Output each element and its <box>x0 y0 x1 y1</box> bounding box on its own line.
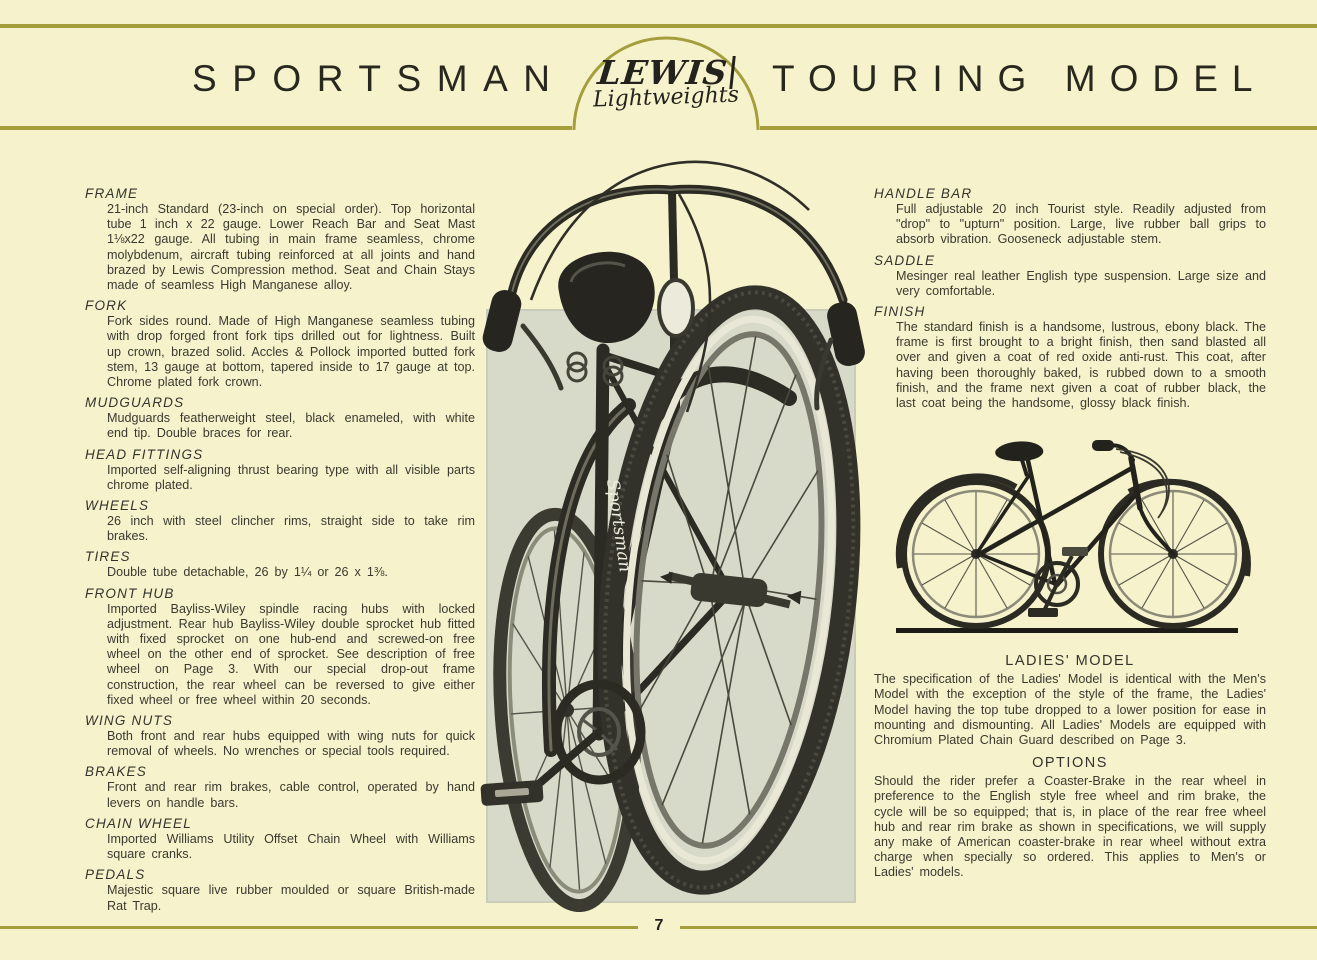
spec-heading: HANDLE BAR <box>874 186 973 201</box>
spec-body: Both front and rear hubs equipped with wing nuts for quick removal of wheels. No wrenches or special tools required. <box>107 729 475 759</box>
spec-section-head-fittings <box>85 447 475 493</box>
spec-body: Double tube detachable, 26 by 1¼ or 26 x 1⅜. <box>107 565 388 580</box>
spec-heading: WHEELS <box>85 498 150 514</box>
spec-body: Majestic square live rubber moulded or square British-made Rat Trap. <box>107 883 475 913</box>
spec-heading: CHAIN WHEEL <box>85 815 192 831</box>
spec-section-front-hub <box>85 586 475 708</box>
spec-section-fork <box>85 298 475 390</box>
spec-body: Mudguards featherweight steel, black enameled, with white end tip. Double braces for rear. <box>107 411 475 441</box>
spec-body: Imported Bayliss-Wiley spindle racing hubs with locked adjustment. Rear hub Bayliss-Wiley double sprocket hub fitted with fixed sprocket on one hub-end and screwed-on free wheel on the other end of sprocket. See description of free wheel on Page 3. With our special drop-out frame construction, the rear wheel can be reversed to give either fixed wheel or free wheel within 20 seconds. <box>107 601 475 707</box>
logo-lewis-text: LEWIS <box>596 56 735 89</box>
page-title-touring-model: TOURING MODEL <box>772 58 1267 99</box>
spec-body: 26 inch with steel clincher rims, straight side to take rim brakes. <box>107 514 475 544</box>
options-body: Should the rider prefer a Coaster-Brake in the rear wheel in preference to the English style free wheel and rim brake, the cycle will be so equipped; that is, in place of the rear free wheel hub and rear rim brake as shown in specifications, we will supply any make of American coaster-brake in rear wheel without extra charge when specially so ordered. This applies to Men's or Ladies' models. <box>874 774 1266 880</box>
spec-body: Front and rear rim brakes, cable control, operated by hand levers on handle bars. <box>107 780 475 810</box>
spec-heading: BRAKES <box>85 764 147 780</box>
spec-section-finish <box>874 304 1266 411</box>
spec-body: Mesinger real leather English type suspension. Large size and very comfortable. <box>896 268 1266 298</box>
header-rule-right <box>760 126 1317 130</box>
spec-heading: FRONT HUB <box>85 585 175 601</box>
right-spec-column <box>874 183 1266 881</box>
spec-body: Fork sides round. Made of High Manganese seamless tubing with drop forged front fork tips drilled out for lightness. Built up crown, brazed solid. Accles & Pollock imported butted fork stem, 13 gauge at bottom, tapered inside to 17 gauge at top. Chrome plated fork crown. <box>107 314 475 390</box>
spec-heading: TIRES <box>85 549 131 565</box>
spec-heading: SADDLE <box>874 252 936 268</box>
spec-section-pedals <box>85 867 475 913</box>
ladies-model-section <box>874 652 1266 748</box>
logo-lightweights-text: Lightweights <box>592 82 740 113</box>
ladies-model-body: The specification of the Ladies' Model is identical with the Men's Model with the exception of the style of the frame, the Ladies' Model having the top tube dropped to a lower position for ease in mounting and dismounting. All Ladies' Models are equipped with Chromium Plated Chain Guard described on Page 3. <box>874 672 1266 748</box>
header-rule-left <box>0 126 572 130</box>
left-spec-column <box>85 183 475 919</box>
page-number: 7 <box>654 917 664 934</box>
spec-section-chain-wheel <box>85 816 475 862</box>
spec-body: The standard finish is a handsome, lustrous, ebony black. The frame is first brought to a bright finish, then sand blasted all over and given a coat of red oxide anti-rust. This coat, after having been thoroughly baked, is rubbed down to a smooth finish, and the frame next given a coat of rubber black, the last coat being the handsome, glossy black finish. <box>896 320 1266 411</box>
spec-body: Imported self-aligning thrust bearing type with all visible parts chrome plated. <box>107 462 475 492</box>
spec-section-brakes <box>85 764 475 810</box>
options-heading: OPTIONS <box>1032 755 1108 772</box>
seat-tube-decal: Sportsman <box>602 477 635 574</box>
spec-section-wheels <box>85 498 475 544</box>
page-title-sportsman: SPORTSMAN <box>192 58 566 99</box>
spec-heading: FINISH <box>874 304 926 320</box>
ladies-model-heading: LADIES' MODEL <box>1005 653 1135 670</box>
spec-body: Imported Williams Utility Offset Chain Wheel with Williams square cranks. <box>107 831 475 862</box>
ladies-model-illustration <box>876 416 1256 646</box>
spec-heading: PEDALS <box>85 867 146 883</box>
footer-rule-left <box>0 926 638 929</box>
spec-heading: FRAME <box>85 186 139 201</box>
top-rule <box>0 24 1317 28</box>
footer-rule-right <box>680 926 1317 929</box>
sportsman-bicycle-illustration <box>479 150 875 912</box>
options-section <box>874 754 1266 880</box>
spec-heading: MUDGUARDS <box>85 395 185 411</box>
spec-body: Full adjustable 20 inch Tourist style. Readily adjusted from "drop" to "upturn" position. Large, live rubber ball grips to absorb vibration. Gooseneck adjustable stem. <box>896 202 1266 247</box>
spec-section-wing-nuts <box>85 713 475 759</box>
brand-logo <box>590 53 742 113</box>
spec-section-handle-bar <box>874 186 1266 248</box>
spec-section-saddle <box>874 253 1266 299</box>
spec-section-frame <box>85 186 475 293</box>
spec-section-tires <box>85 549 475 580</box>
spec-heading: WING NUTS <box>85 713 174 729</box>
spec-body: 21-inch Standard (23-inch on special order). Top horizontal tube 1 inch x 22 gauge. Lower Reach Bar and Seat Mast 1⅛x22 gauge. All tubing in main frame seamless, chrome molybdenum, aircraft tubing reinforced at all joints and hand brazed by Lewis Compression method. Seat and Chain Stays made of seamless High Manganese alloy. <box>107 202 475 293</box>
spec-heading: FORK <box>85 298 128 314</box>
spec-heading: HEAD FITTINGS <box>85 446 204 462</box>
spec-section-mudguards <box>85 395 475 441</box>
